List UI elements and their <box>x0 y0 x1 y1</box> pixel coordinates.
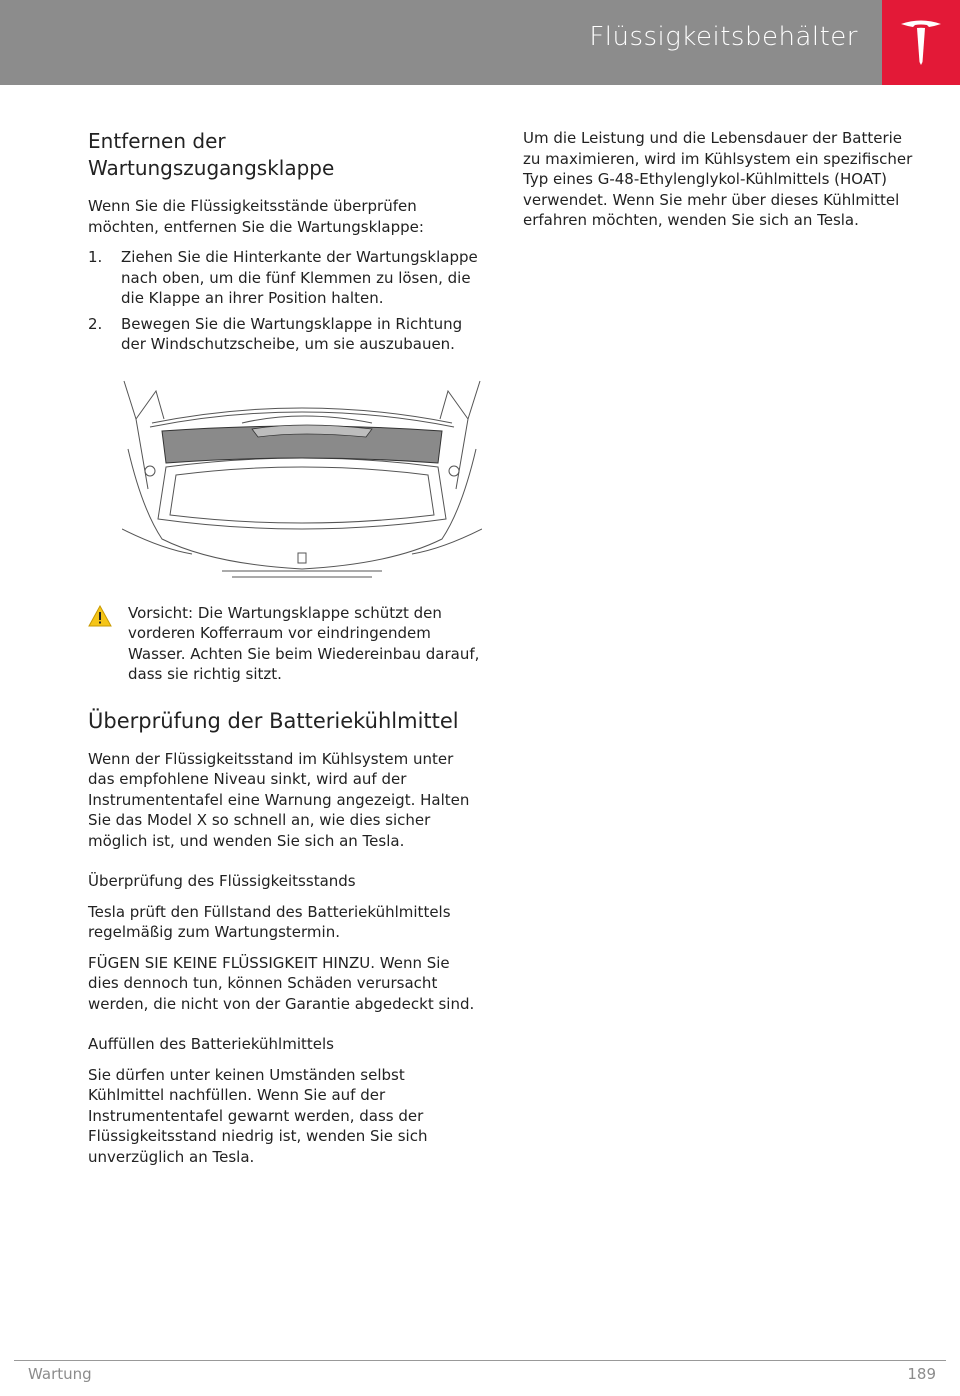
logo-box <box>882 0 960 85</box>
check-level-paragraph-2: FÜGEN SIE KEINE FLÜSSIGKEIT HINZU. Wenn Sie dies dennoch tun, können Schäden verursacht werden, die nicht von der Garantie abgedeckt sind. <box>88 953 475 1013</box>
check-level-heading: Überprüfung des Flüssigkeitsstands <box>88 872 356 890</box>
step-text: Bewegen Sie die Wartungsklappe in Richtung der Windschutzscheibe, um sie auszubauen. <box>121 314 463 353</box>
refill-heading: Auffüllen des Batteriekühlmittels <box>88 1035 334 1053</box>
step-item <box>88 314 483 355</box>
header-title: Flüssigkeitsbehälter <box>589 22 858 52</box>
removal-intro: Wenn Sie die Flüssigkeitsstände überprüfen möchten, entfernen Sie die Wartungsklappe: <box>88 197 424 236</box>
step-item <box>88 247 483 309</box>
refill-paragraph: Sie dürfen unter keinen Umständen selbst Kühlmittel nachfüllen. Wenn Sie auf der Instrumententafel gewarnt werden, dass der Flüssigkeitsstand niedrig ist, wenden Sie sich unverzüglich an Tesla. <box>88 1065 428 1166</box>
removal-heading-line2: Wartungszugangsklappe <box>88 156 335 180</box>
removal-heading <box>88 128 483 182</box>
frunk-service-panel-illustration <box>122 379 482 579</box>
tesla-logo-icon <box>899 18 943 66</box>
check-level-paragraph-1: Tesla prüft den Füllstand des Batteriekühlmittels regelmäßig zum Wartungstermin. <box>88 902 451 941</box>
page-number: 189 <box>907 1365 936 1383</box>
page-header <box>0 0 960 85</box>
step-number: 1. <box>88 248 103 266</box>
footer-section-label: Wartung <box>28 1365 92 1383</box>
step-number: 2. <box>88 314 103 333</box>
removal-heading-line1: Entfernen der <box>88 129 226 153</box>
warning-triangle-icon <box>88 605 112 627</box>
right-column <box>523 128 918 241</box>
caution-notice <box>88 603 483 685</box>
page-footer <box>14 1360 946 1383</box>
step-text: Ziehen Sie die Hinterkante der Wartungsklappe nach oben, um die fünf Klemmen zu lösen, die die Klappe an ihrer Position halten. <box>121 248 478 307</box>
left-column <box>88 128 483 1177</box>
coolant-type-paragraph: Um die Leistung und die Lebensdauer der Batterie zu maximieren, wird im Kühlsystem ein spezifischer Typ eines G-48-Ethylenglykol-Kühlmittels (HOAT) verwendet. Wenn Sie mehr über dieses Kühlmittel erfahren möchten, wenden Sie sich an Tesla. <box>523 129 913 229</box>
coolant-heading: Überprüfung der Batteriekühlmittel <box>88 708 459 733</box>
removal-steps <box>88 247 483 355</box>
caution-text: Vorsicht: Die Wartungsklappe schützt den vorderen Kofferraum vor eindringendem Wasser. Achten Sie beim Wiedereinbau darauf, dass sie richtig sitzt. <box>128 603 480 683</box>
coolant-intro: Wenn der Flüssigkeitsstand im Kühlsystem unter das empfohlene Niveau sinkt, wird auf der Instrumententafel eine Warnung angezeigt. Halten Sie das Model X so schnell an, wie dies sicher möglich ist, und wenden Sie sich an Tesla. <box>88 749 470 850</box>
